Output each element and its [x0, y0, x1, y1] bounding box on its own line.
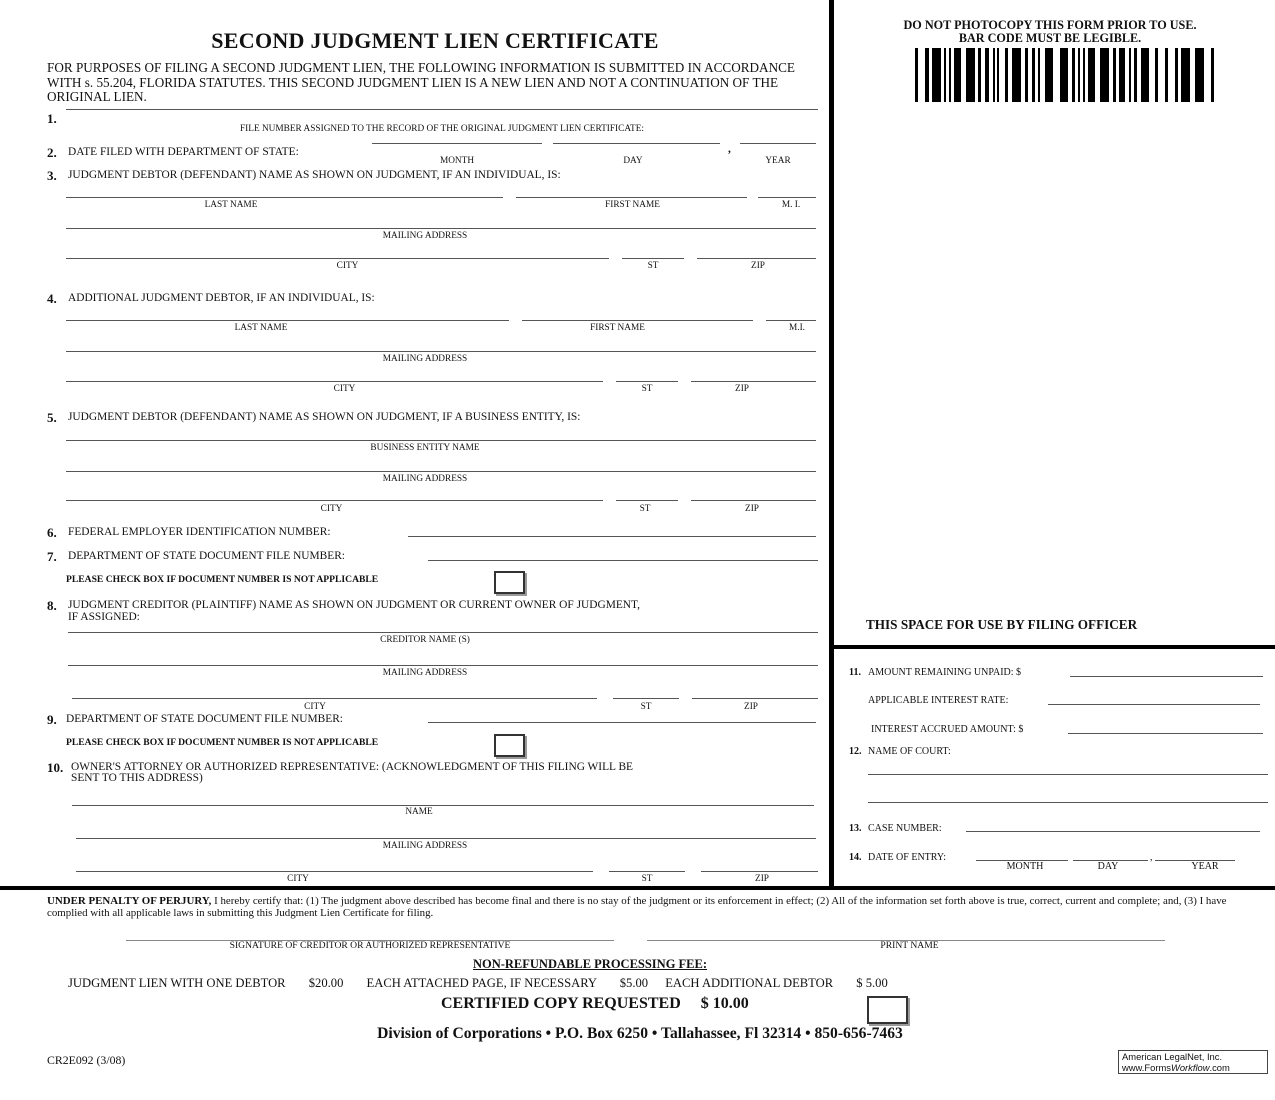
additional-debtor-city-field[interactable]: [66, 381, 603, 382]
business-entity-name-field[interactable]: [66, 440, 816, 441]
debtor-mi-field[interactable]: [758, 197, 816, 198]
date-filed-year-field[interactable]: [740, 143, 816, 144]
zip-caption: ZIP: [745, 504, 759, 514]
fee-attached-page-label: EACH ATTACHED PAGE, IF NECESSARY: [366, 976, 597, 990]
creditor-address-field[interactable]: [68, 665, 818, 666]
attorney-label-cont: SENT TO THIS ADDRESS): [71, 772, 203, 784]
item-9-number: 9.: [47, 712, 57, 727]
attorney-state-field[interactable]: [609, 871, 685, 872]
print-name-caption: PRINT NAME: [880, 940, 939, 951]
last-name-caption: LAST NAME: [204, 200, 258, 210]
date-filed-month-field[interactable]: [372, 143, 542, 144]
attorney-label: OWNER'S ATTORNEY OR AUTHORIZED REPRESENTATIVE: (ACKNOWLEDGMENT OF THIS FILING WILL BE: [71, 761, 633, 773]
last-name-caption: LAST NAME: [234, 323, 288, 333]
doc-file-number-label: DEPARTMENT OF STATE DOCUMENT FILE NUMBER:: [68, 550, 345, 562]
debtor-state-field[interactable]: [622, 258, 684, 259]
certified-copy-label: CERTIFIED COPY REQUESTED: [441, 995, 681, 1012]
not-applicable-checkbox[interactable]: [494, 571, 525, 594]
creditor-name-field[interactable]: [68, 632, 818, 633]
debtor-address-field[interactable]: [66, 228, 816, 229]
day-caption: DAY: [623, 156, 643, 166]
fee-attached-page-amount: $5.00: [619, 976, 649, 990]
creditor-doc-file-number-field[interactable]: [428, 722, 816, 723]
mailing-address-caption: MAILING ADDRESS: [382, 231, 468, 241]
item-2-number: 2.: [47, 145, 57, 160]
certified-copy-checkbox[interactable]: [867, 996, 908, 1024]
business-state-field[interactable]: [616, 500, 678, 501]
additional-debtor-label: ADDITIONAL JUDGMENT DEBTOR, IF AN INDIVIDUAL, IS:: [68, 292, 375, 304]
mailing-address-caption: MAILING ADDRESS: [382, 474, 468, 484]
amount-unpaid-label: AMOUNT REMAINING UNPAID: $: [868, 667, 1022, 678]
fee-one-debtor-amount: $20.00: [308, 976, 344, 990]
creditor-label-cont: IF ASSIGNED:: [68, 611, 140, 623]
amount-unpaid-field[interactable]: [1070, 676, 1263, 677]
mi-caption: M.I.: [788, 323, 805, 333]
court-name-field-1[interactable]: [868, 774, 1268, 775]
case-number-label: CASE NUMBER:: [868, 823, 942, 834]
division-address: Division of Corporations • P.O. Box 6250 • Tallahassee, Fl 32314 • 850-656-7463: [377, 1025, 903, 1042]
zip-caption: ZIP: [751, 261, 765, 271]
additional-debtor-mi-field[interactable]: [766, 320, 816, 321]
fee-additional-debtor-label: EACH ADDITIONAL DEBTOR: [665, 976, 834, 990]
month-caption: MONTH: [439, 156, 475, 166]
filing-officer-caption: THIS SPACE FOR USE BY FILING OFFICER: [866, 617, 1138, 632]
perjury-statement: [47, 896, 1247, 919]
item-12-number: 12.: [849, 746, 862, 757]
city-caption: CITY: [287, 874, 309, 884]
debtor-city-field[interactable]: [66, 258, 609, 259]
bottom-divider: [0, 886, 1275, 890]
interest-accrued-field[interactable]: [1068, 733, 1263, 734]
year-caption: YEAR: [765, 156, 791, 166]
fee-row: [68, 976, 888, 991]
state-caption: ST: [639, 504, 651, 514]
name-caption: NAME: [405, 807, 433, 817]
item-11-number: 11.: [849, 667, 861, 678]
first-name-caption: FIRST NAME: [605, 200, 660, 210]
form-intro: FOR PURPOSES OF FILING A SECOND JUDGMENT LIEN, THE FOLLOWING INFORMATION IS SUBMITTED IN ACCORDANCE WITH s. 55.204, FLORIDA STATUTES. THIS SECOND JUDGMENT LIEN IS A NEW LIEN AND NOT A CONTINUATION OF THE ORIGINAL LIEN.: [47, 60, 795, 104]
zip-caption: ZIP: [755, 874, 769, 884]
perjury-text: I hereby certify that: (1) The judgment above described has become final and there is no stay of the judgment or its enforcement in effect; (2) All of the information set forth above is true, correct, current and complete; and, (3) I have complied with all applicable laws in submitting this Judgment Lien Certificate for filing.: [47, 895, 1227, 919]
item-1-number: 1.: [47, 111, 57, 126]
first-name-caption: FIRST NAME: [590, 323, 645, 333]
interest-rate-label: APPLICABLE INTEREST RATE:: [868, 695, 1009, 706]
file-number-field[interactable]: [66, 109, 818, 110]
warning-line-2: BAR CODE MUST BE LEGIBLE.: [958, 31, 1142, 45]
additional-debtor-first-name-field[interactable]: [522, 320, 753, 321]
additional-debtor-state-field[interactable]: [616, 381, 678, 382]
debtor-individual-label: JUDGMENT DEBTOR (DEFENDANT) NAME AS SHOWN ON JUDGMENT, IF AN INDIVIDUAL, IS:: [68, 169, 561, 181]
item-7-number: 7.: [47, 549, 57, 564]
form-number: CR2E092 (3/08): [47, 1053, 126, 1067]
item-6-number: 6.: [47, 525, 57, 540]
business-zip-field[interactable]: [691, 500, 816, 501]
item-14-number: 14.: [849, 852, 862, 863]
creditor-doc-file-number-label: DEPARTMENT OF STATE DOCUMENT FILE NUMBER:: [66, 713, 343, 725]
city-caption: CITY: [320, 504, 343, 514]
mailing-address-caption: MAILING ADDRESS: [382, 668, 468, 678]
attorney-address-field[interactable]: [76, 838, 816, 839]
date-of-entry-label: DATE OF ENTRY:: [868, 852, 946, 863]
creditor-state-field[interactable]: [613, 698, 679, 699]
photocopy-warning: [840, 19, 1260, 45]
debtor-business-label: JUDGMENT DEBTOR (DEFENDANT) NAME AS SHOWN ON JUDGMENT, IF A BUSINESS ENTITY, IS:: [68, 411, 581, 423]
year-caption: YEAR: [1191, 861, 1219, 872]
city-caption: CITY: [333, 384, 356, 394]
case-number-field[interactable]: [966, 831, 1260, 832]
item-5-number: 5.: [47, 410, 57, 425]
creditor-city-field[interactable]: [72, 698, 597, 699]
certified-copy-amount: $ 10.00: [700, 995, 749, 1012]
officer-panel-divider: [834, 645, 1275, 649]
perjury-lead: UNDER PENALTY OF PERJURY,: [47, 895, 212, 907]
additional-debtor-address-field[interactable]: [66, 351, 816, 352]
city-caption: CITY: [336, 261, 359, 271]
doc-file-number-field[interactable]: [428, 560, 818, 561]
item-4-number: 4.: [47, 291, 57, 306]
debtor-last-name-field[interactable]: [66, 197, 503, 198]
zip-caption: ZIP: [735, 384, 749, 394]
city-caption: CITY: [304, 702, 326, 712]
date-filed-day-field[interactable]: [553, 143, 720, 144]
file-number-caption: FILE NUMBER ASSIGNED TO THE RECORD OF THE ORIGINAL JUDGMENT LIEN CERTIFICATE:: [240, 124, 644, 134]
fein-field[interactable]: [408, 536, 816, 537]
fee-additional-debtor-amount: $ 5.00: [856, 976, 888, 990]
state-caption: ST: [647, 261, 659, 271]
not-applicable-label: PLEASE CHECK BOX IF DOCUMENT NUMBER IS NOT APPLICABLE: [66, 574, 379, 585]
month-caption: MONTH: [1006, 861, 1044, 872]
mailing-address-caption: MAILING ADDRESS: [382, 354, 468, 364]
state-caption: ST: [641, 384, 653, 394]
creditor-label: JUDGMENT CREDITOR (PLAINTIFF) NAME AS SHOWN ON JUDGMENT OR CURRENT OWNER OF JUDGMENT,: [68, 599, 640, 611]
fee-title: NON-REFUNDABLE PROCESSING FEE:: [472, 957, 708, 971]
attorney-name-field[interactable]: [72, 805, 814, 806]
form-title: SECOND JUDGMENT LIEN CERTIFICATE: [211, 28, 659, 53]
business-entity-caption: BUSINESS ENTITY NAME: [370, 443, 480, 453]
day-caption: DAY: [1097, 861, 1119, 872]
item-13-number: 13.: [849, 823, 862, 834]
creditor-name-caption: CREDITOR NAME (S): [380, 635, 470, 645]
publisher-name: American LegalNet, Inc.: [1122, 1051, 1223, 1062]
attorney-zip-field[interactable]: [701, 871, 818, 872]
date-filed-label: DATE FILED WITH DEPARTMENT OF STATE:: [68, 146, 299, 158]
certified-copy-row: [441, 995, 749, 1013]
item-8-number: 8.: [47, 598, 57, 613]
business-address-field[interactable]: [66, 471, 816, 472]
court-name-label: NAME OF COURT:: [868, 746, 951, 757]
debtor-first-name-field[interactable]: [516, 197, 747, 198]
publisher-url: www.FormsWorkflow.com: [1122, 1061, 1230, 1073]
vertical-divider: [829, 0, 834, 890]
debtor-zip-field[interactable]: [697, 258, 816, 259]
mailing-address-caption: MAILING ADDRESS: [382, 841, 468, 851]
zip-caption: ZIP: [744, 702, 758, 712]
additional-debtor-last-name-field[interactable]: [66, 320, 509, 321]
mi-caption: M. I.: [781, 200, 801, 210]
creditor-not-applicable-checkbox[interactable]: [494, 734, 525, 757]
creditor-zip-field[interactable]: [692, 698, 818, 699]
warning-line-1: DO NOT PHOTOCOPY THIS FORM PRIOR TO USE.: [903, 18, 1197, 32]
fee-one-debtor-label: JUDGMENT LIEN WITH ONE DEBTOR: [68, 976, 286, 990]
interest-accrued-label: INTEREST ACCRUED AMOUNT: $: [871, 724, 1024, 735]
date-filed-comma: ,: [728, 143, 731, 155]
interest-rate-field[interactable]: [1048, 704, 1260, 705]
barcode-icon: [915, 48, 1215, 107]
additional-debtor-zip-field[interactable]: [691, 381, 816, 382]
business-city-field[interactable]: [66, 500, 603, 501]
item-3-number: 3.: [47, 168, 57, 183]
state-caption: ST: [640, 702, 652, 712]
entry-date-comma: ,: [1150, 852, 1153, 863]
court-name-field-2[interactable]: [868, 802, 1268, 803]
publisher-badge: [1118, 1050, 1268, 1074]
attorney-city-field[interactable]: [76, 871, 593, 872]
item-10-number: 10.: [47, 760, 64, 775]
not-applicable-label: PLEASE CHECK BOX IF DOCUMENT NUMBER IS NOT APPLICABLE: [66, 737, 379, 748]
signature-caption: SIGNATURE OF CREDITOR OR AUTHORIZED REPRESENTATIVE: [229, 940, 511, 951]
fein-label: FEDERAL EMPLOYER IDENTIFICATION NUMBER:: [68, 526, 331, 538]
state-caption: ST: [641, 874, 653, 884]
